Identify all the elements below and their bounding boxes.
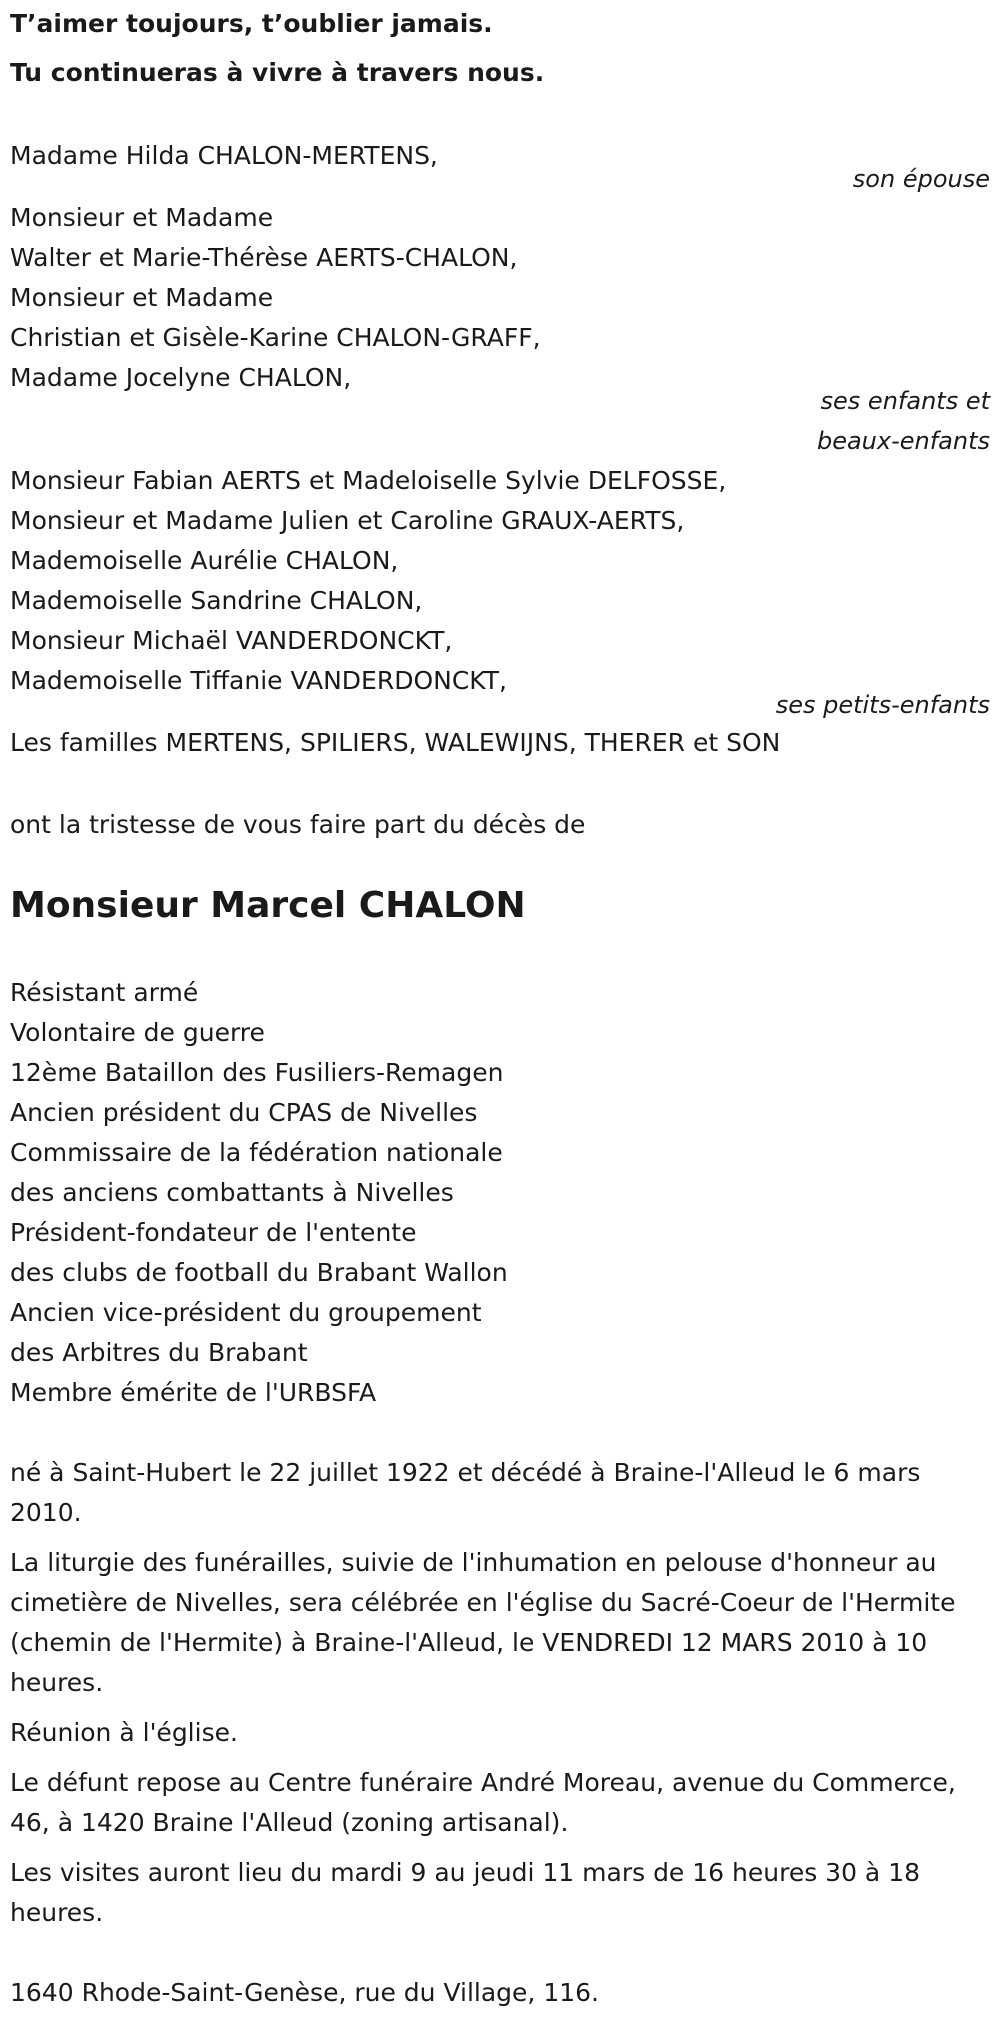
liturgy-paragraph: La liturgie des funérailles, suivie de l'inhumation en pelouse d'honneur au cimetière de Nivelles, sera célébrée en l'église du Sacré-Coeur de l'Hermite (chemin de l'Hermite) à Braine-l'Alleud, le VENDREDI 12 MARS 2010 à 10 heures. [10,1548,956,1697]
grandchildren-line-5: Monsieur Michaël VANDERDONCKT, [10,626,453,655]
children-line-2: Walter et Marie-Thérèse AERTS-CHALON, [10,243,518,272]
title-line-2: Volontaire de guerre [10,1018,265,1047]
grandchildren-line-1: Monsieur Fabian AERTS et Madeloiselle Sylvie DELFOSSE, [10,466,727,495]
grandchildren-line-2: Monsieur et Madame Julien et Caroline GRAUX-AERTS, [10,506,685,535]
title-line-5: Commissaire de la fédération nationale [10,1138,503,1167]
title-line-9: Ancien vice-président du groupement [10,1298,482,1327]
announcement-line: ont la tristesse de vous faire part du décès de [10,810,586,839]
rest-paragraph: Le défunt repose au Centre funéraire André Moreau, avenue du Commerce, 46, à 1420 Braine l'Alleud (zoning artisanal). [10,1768,956,1837]
families-line: Les familles MERTENS, SPILIERS, WALEWIJNS, THERER et SON [10,728,781,757]
epigraph-line-1: T’aimer toujours, t’oublier jamais. [10,9,493,38]
meeting-paragraph: Réunion à l'église. [10,1718,238,1747]
grandchildren-line-3: Mademoiselle Aurélie CHALON, [10,546,399,575]
grandchildren-line-4: Mademoiselle Sandrine CHALON, [10,586,423,615]
title-line-1: Résistant armé [10,978,199,1007]
address-line: 1640 Rhode-Saint-Genèse, rue du Village, 116. [10,1978,599,2007]
title-line-6: des anciens combattants à Nivelles [10,1178,454,1207]
children-line-1: Monsieur et Madame [10,203,274,232]
children-line-3: Monsieur et Madame [10,283,274,312]
children-line-4: Christian et Gisèle-Karine CHALON-GRAFF, [10,323,541,352]
epigraph-line-2: Tu continueras à vivre à travers nous. [10,58,545,87]
spouse-role: son épouse [852,165,990,193]
title-line-11: Membre émérite de l'URBSFA [10,1378,377,1407]
birth-death-paragraph: né à Saint-Hubert le 22 juillet 1922 et décédé à Braine-l'Alleud le 6 mars 2010. [10,1458,921,1527]
title-line-3: 12ème Bataillon des Fusiliers-Remagen [10,1058,504,1087]
title-line-8: des clubs de football du Brabant Wallon [10,1258,508,1287]
grandchildren-role: ses petits-enfants [775,691,990,719]
spouse-name: Madame Hilda CHALON-MERTENS, [10,141,438,170]
title-line-7: Président-fondateur de l'entente [10,1218,417,1247]
children-role-line-2: beaux-enfants [816,427,990,455]
grandchildren-line-6: Mademoiselle Tiffanie VANDERDONCKT, [10,666,507,695]
deceased-name: Monsieur Marcel CHALON [10,885,526,926]
children-line-5: Madame Jocelyne CHALON, [10,363,352,392]
children-role-line-1: ses enfants et [820,387,990,415]
visits-paragraph: Les visites auront lieu du mardi 9 au jeudi 11 mars de 16 heures 30 à 18 heures. [10,1858,921,1927]
title-line-4: Ancien président du CPAS de Nivelles [10,1098,478,1127]
title-line-10: des Arbitres du Brabant [10,1338,308,1367]
